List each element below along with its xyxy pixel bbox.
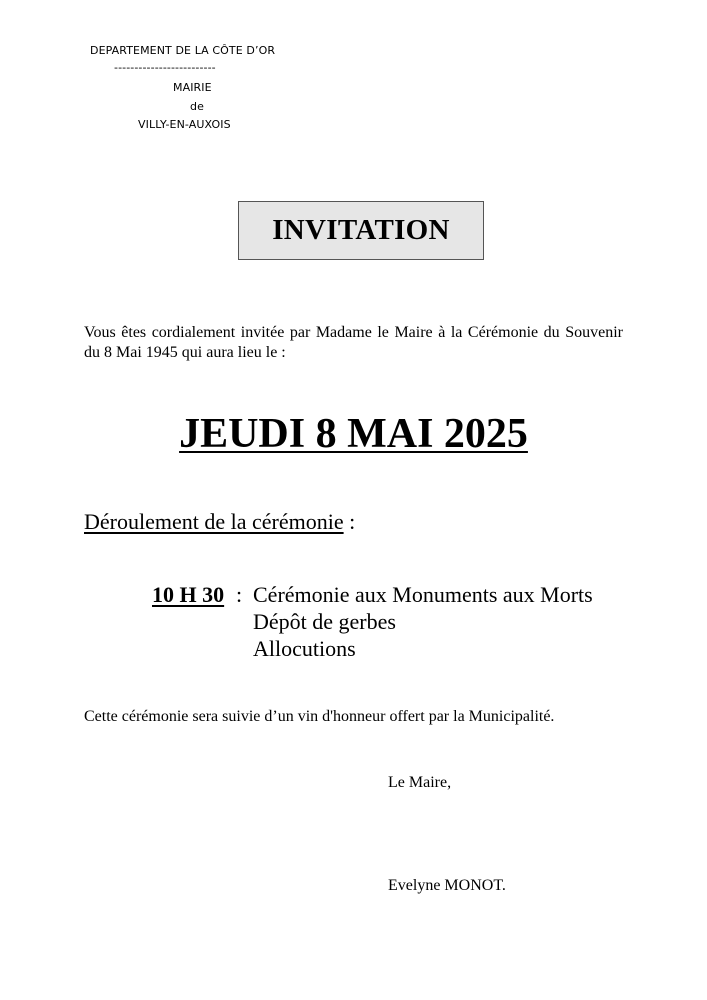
program-time-colon: : <box>236 582 243 607</box>
invitation-title: INVITATION <box>272 214 450 246</box>
program-item: Cérémonie aux Monuments aux Morts <box>253 582 593 607</box>
program-item: Allocutions <box>253 636 356 661</box>
program-heading-text: Déroulement de la cérémonie <box>84 509 344 534</box>
signature-name: Evelyne MONOT. <box>388 877 506 894</box>
program-time: 10 H 30 <box>152 582 225 607</box>
program-heading <box>84 509 355 535</box>
invitation-title-box <box>238 201 484 260</box>
intro-paragraph: Vous êtes cordialement invitée par Madame le Maire à la Cérémonie du Souvenir du 8 Mai 1945 qui aura lieu le : <box>84 324 623 361</box>
department-name: DEPARTEMENT DE LA CÔTE D’OR <box>90 44 276 57</box>
event-date: JEUDI 8 MAI 2025 <box>179 411 528 457</box>
program-heading-colon: : <box>343 509 356 534</box>
mairie-label: MAIRIE <box>173 81 212 94</box>
commune-name: VILLY-EN-AUXOIS <box>138 118 231 131</box>
signature-title: Le Maire, <box>388 774 452 791</box>
program-item: Dépôt de gerbes <box>253 609 396 634</box>
de-label: de <box>190 100 204 113</box>
closing-paragraph: Cette cérémonie sera suivie d’un vin d'honneur offert par la Municipalité. <box>84 708 555 725</box>
letterhead-separator: ------------------------- <box>114 61 216 74</box>
